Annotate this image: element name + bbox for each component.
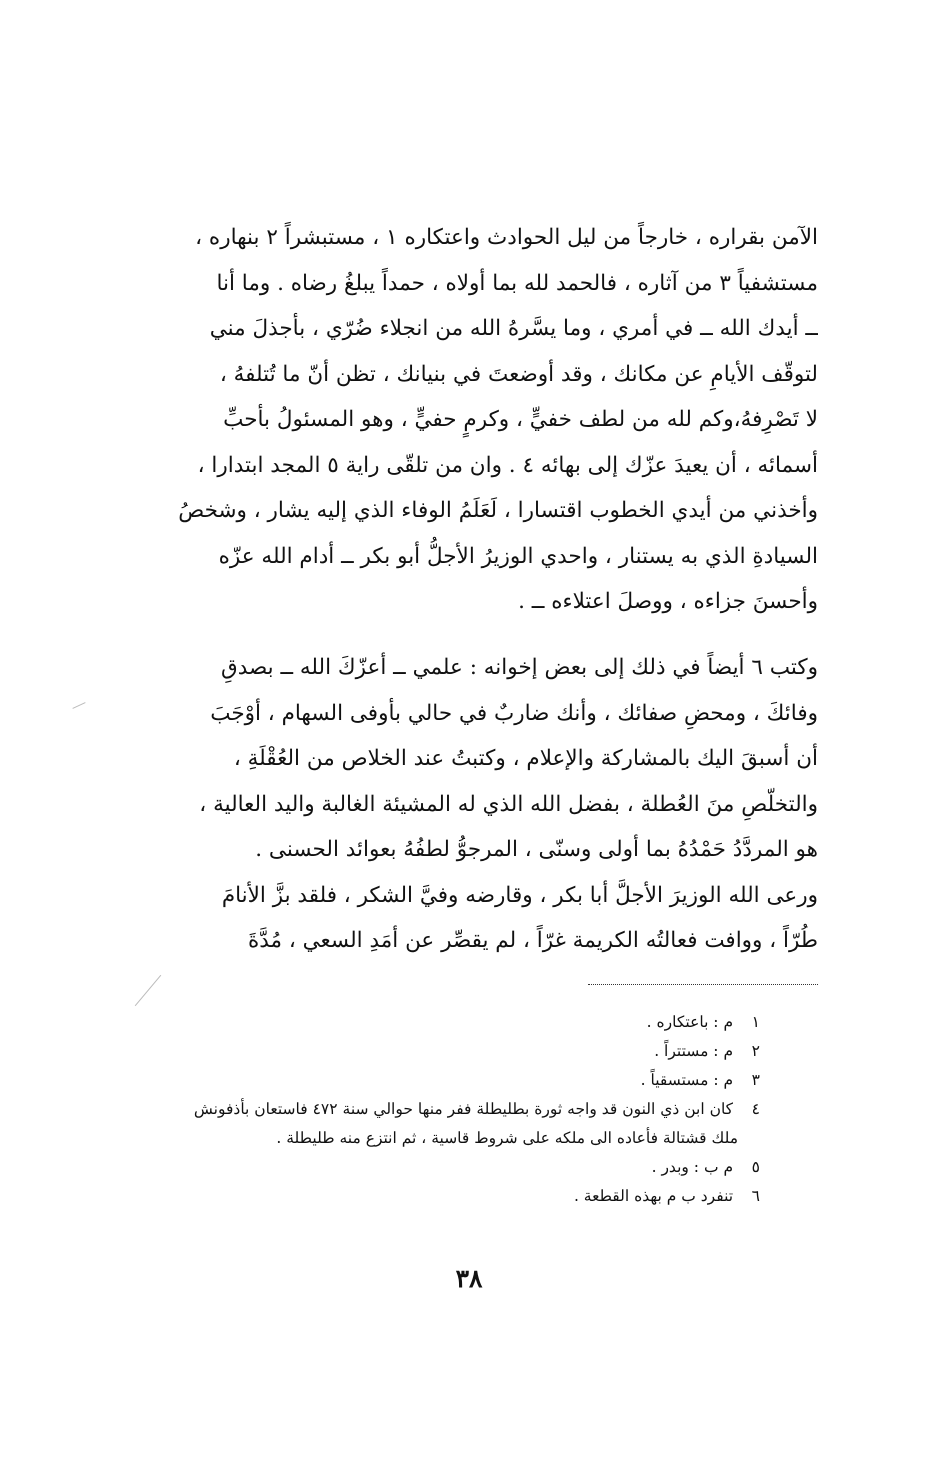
footnote-number: ٤ bbox=[751, 1100, 760, 1118]
text-line: ــ أيدك الله ــ في أمري ، وما يسَّرهُ الله من انجلاء ضُرّي ، بأجذلَ مني bbox=[209, 316, 818, 341]
text-line: السيادةِ الذي به يستنار ، واحدي الوزيرُ الأجلُّ أبو بكر ــ أدام الله عزّه bbox=[218, 543, 818, 569]
footnote bbox=[92, 1095, 760, 1124]
body-paragraph-1 bbox=[98, 215, 818, 625]
footnote bbox=[92, 1153, 760, 1182]
footnote-number: ٦ bbox=[751, 1187, 760, 1205]
scan-mark bbox=[72, 702, 85, 709]
text-line: أسمائه ، أن يعيدَ عزّك إلى بهائه ٤ . وان من تلقّى راية ٥ المجد ابتدارا ، bbox=[197, 452, 818, 478]
text-line: وأحسنَ جزاءه ، ووصلَ اعتلاءه ــ . bbox=[518, 589, 818, 614]
footnote-number: ١ bbox=[751, 1013, 760, 1031]
text-line: وأخذني من أيدي الخطوب اقتسارا ، لَعَلَمُ الوفاء الذي إليه يشار ، وشخصُ bbox=[178, 498, 818, 523]
footnote-text: تنفرد ب م بهذه القطعة . bbox=[573, 1187, 734, 1205]
text-line: طُرّاً ، ووافت فعالتُه الكريمة غرّاً ، لم يقصِّر عن أمَدِ السعي ، مُدَّةَ bbox=[247, 928, 818, 953]
footnotes bbox=[92, 1008, 760, 1211]
footnote-text: م : مستتراً . bbox=[654, 1042, 734, 1060]
text-line: وفائكَ ، ومحضِ صفائك ، وأنك ضاربٌ في حالي بأوفى السهام ، أوْجَبَ bbox=[210, 700, 818, 726]
footnote bbox=[92, 1182, 760, 1211]
page-number: ٣٨ bbox=[455, 1264, 483, 1293]
text-line: ورعى الله الوزيرَ الأجلَّ أبا بكر ، وقارضه وفيَّ الشكر ، فلقد بزَّ الأنامَ bbox=[221, 882, 818, 908]
text-line: هو المردَّدُ حَمْدُهُ بما أولى وسنّى ، المرجوُّ لطفُهُ بعوائد الحسنى . bbox=[255, 837, 818, 862]
footnote bbox=[92, 1008, 760, 1037]
footnote bbox=[92, 1037, 760, 1066]
footnote-number: ٣ bbox=[751, 1071, 760, 1089]
scan-mark bbox=[135, 975, 161, 1006]
text-line: لتوقّف الأيامِ عن مكانك ، وقد أوضعتَ في بنيانك ، تظن أنّ ما تُتلفهُ ، bbox=[219, 361, 818, 387]
body-paragraph-2 bbox=[98, 645, 818, 964]
footnote-text: كان ابن ذي النون قد واجه ثورة بطليطلة ففر منها حوالي سنة ٤٧٢ فاستعان بأذفونش bbox=[193, 1100, 734, 1118]
footnote-number: ٥ bbox=[751, 1158, 760, 1176]
text-line: مستشفياً ٣ من آثاره ، فالحمد لله بما أولاه ، حمداً يبلغُ رضاه . وما أنا bbox=[216, 270, 818, 296]
footnote-separator bbox=[588, 984, 818, 985]
footnote bbox=[92, 1066, 760, 1095]
text-line: وكتب ٦ أيضاً في ذلك إلى بعض إخوانه : علمي ــ أعزّكَ الله ــ بصدقِ bbox=[221, 655, 818, 680]
footnote-text: م : باعتكاره . bbox=[646, 1013, 734, 1031]
text-line: لا تَصْرِفهُ،وكم لله من لطف خفيٍّ ، وكرمٍ حفيٍّ ، وهو المسئولُ بأحبِّ bbox=[223, 407, 818, 432]
text-line: والتخلّصِ منَ العُطلة ، بفضل الله الذي له المشيئة الغالبة واليد العالية ، bbox=[199, 791, 818, 817]
footnote-text: م ب : وبدر . bbox=[651, 1158, 734, 1176]
text-line: أن أسبقَ اليك بالمشاركة والإعلام ، وكتبتُ عند الخلاص من العُقْلَةِ ، bbox=[233, 746, 818, 771]
text-line: الآمن بقراره ، خارجاً من ليل الحوادث واعتكاره ١ ، مستبشراً ٢ بنهاره ، bbox=[195, 225, 818, 250]
footnote-number: ٢ bbox=[751, 1042, 760, 1060]
footnote-continuation: ملك قشتالة فأعاده الى ملكه على شروط قاسية ، ثم انتزع منه طليطلة . bbox=[276, 1129, 738, 1147]
footnote-text: م : مستسقياً . bbox=[640, 1071, 734, 1089]
